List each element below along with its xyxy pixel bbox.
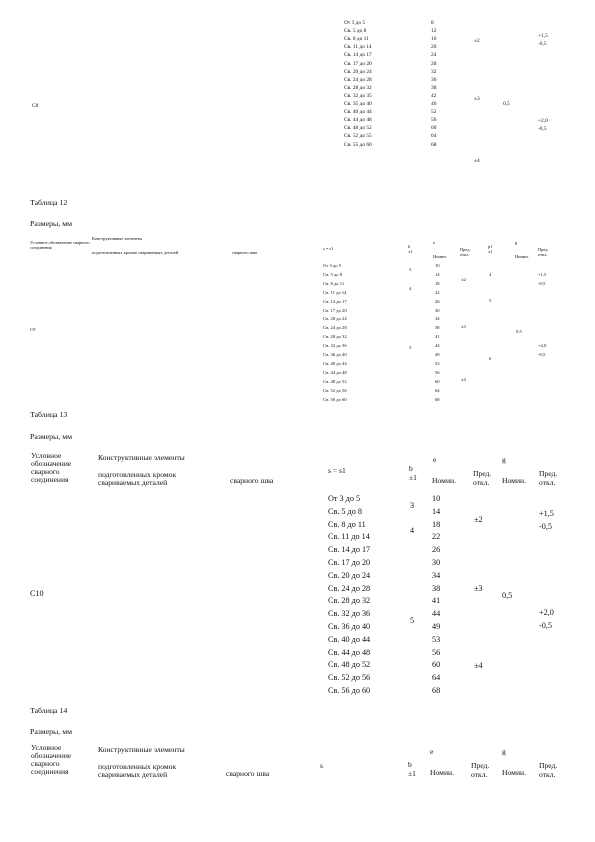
e-nominal-value: 60	[435, 378, 440, 384]
g-tolerance: +1,5 -0,5	[539, 509, 554, 531]
thickness-range: Св. 35 до 40	[344, 101, 372, 107]
thickness-range: От 3 до 5	[344, 20, 366, 26]
p-value: 6	[489, 356, 492, 361]
g-nominal-value: 0,5	[503, 101, 510, 107]
header-weld: сварного шва	[232, 250, 257, 255]
e-nominal-value: 44	[435, 343, 440, 349]
header-structural: Конструктивные элементы	[98, 745, 185, 754]
thickness-range: Св. 52 до 55	[344, 133, 372, 140]
e-nominal-value: 64	[432, 673, 441, 683]
e-tolerance: ±4	[474, 661, 483, 670]
g-tolerance: +1,5 -0,5	[538, 33, 548, 48]
e-nominal-value: 46	[431, 101, 437, 107]
thickness-range: Св. 40 до 44	[344, 109, 372, 116]
e-nominal-value: 64	[431, 133, 437, 140]
thickness-range: От 3 до 5	[328, 494, 361, 503]
thickness-range: Св. 17 до 20	[328, 558, 371, 567]
header-e-nominal: Номин.	[433, 254, 447, 259]
thickness-range: Св. 28 до 32	[344, 84, 372, 91]
e-nominal-value: 60	[432, 660, 441, 670]
thickness-range: Св. 40 до 44	[323, 360, 347, 366]
header-g: g	[502, 455, 506, 464]
thickness-range: Св. 52 до 56	[323, 387, 347, 393]
e-nominal-value: 14	[435, 271, 440, 277]
e-nominal-value: 56	[432, 647, 441, 657]
thickness-range: Св. 17 до 20	[344, 60, 372, 67]
thickness-range: Св. 32 до 36	[323, 343, 347, 349]
thickness-range: Св. 20 до 24	[323, 316, 347, 322]
header-designation: Условное обозначение сварного соединения	[30, 240, 90, 250]
header-prepared-edges: подготовленных кромок свариваемых деталей	[92, 250, 179, 255]
e-nominal-value: 34	[435, 316, 440, 322]
header-g-tolerance: Пред. откл.	[539, 469, 558, 487]
e-nominal-value: 30	[435, 307, 440, 313]
e-nominal-value: 14	[432, 506, 441, 516]
joint-designation: С10	[30, 589, 44, 598]
e-nominal-value: 22	[435, 289, 440, 295]
header-g-tolerance: Пред. откл.	[538, 247, 549, 257]
thickness-range: Св. 24 до 28	[328, 583, 371, 593]
header-g-nominal: Номин.	[502, 476, 526, 485]
thickness-range: Св. 40 до 44	[328, 634, 371, 644]
e-nominal-value: 18	[432, 519, 441, 529]
e-nominal-value: 22	[432, 532, 441, 542]
e-nominal-value: 49	[435, 352, 440, 357]
e-nominal-value: 41	[432, 596, 441, 606]
gap-value: 4	[409, 286, 412, 291]
header-g: g	[502, 747, 506, 756]
e-nominal-value: 28	[431, 60, 437, 67]
gap-value: 5	[410, 616, 415, 625]
header-prepared-edges: подготовленных кромок свариваемых деталей	[98, 762, 177, 779]
e-nominal-value: 44	[432, 609, 441, 619]
e-nominal-value: 26	[432, 545, 441, 555]
header-designation: Условное обозначение сварного соединения	[31, 743, 72, 776]
header-e-tolerance: Пред. откл.	[471, 761, 490, 779]
e-nominal-value: 20	[431, 44, 437, 51]
thickness-range: Св. 5 до 8	[344, 28, 367, 35]
header-e-nominal: Номин.	[430, 768, 454, 777]
e-nominal-value: 68	[432, 686, 441, 695]
header-e-tolerance: Пред. откл.	[473, 469, 492, 487]
e-nominal-value: 68	[435, 396, 440, 402]
e-nominal-value: 53	[432, 634, 441, 644]
thickness-range: Св. 24 до 28	[344, 76, 372, 83]
thickness-range: От 3 до 5	[323, 263, 341, 268]
thickness-range: Св. 8 до 11	[323, 280, 345, 286]
e-nominal-value: 52	[431, 109, 437, 116]
thickness-range: Св. 36 до 40	[323, 352, 347, 357]
table-title: Таблица 12	[30, 198, 68, 207]
units-note: Размеры, мм	[30, 432, 73, 441]
header-weld: сварного шва	[230, 476, 274, 485]
thickness-range: Св. 56 до 60	[328, 686, 371, 695]
header-structural: Конструктивные элементы	[98, 453, 185, 462]
e-nominal-value: 36	[431, 76, 437, 83]
units-note: Размеры, мм	[30, 727, 73, 736]
thickness-range: Св. 20 до 24	[328, 570, 371, 580]
header-e-nominal: Номин.	[432, 476, 456, 485]
e-nominal-value: 10	[435, 263, 440, 268]
e-tolerance: ±2	[461, 277, 466, 282]
e-tolerance: ±2	[474, 38, 480, 44]
g-nominal-value: 0,5	[502, 591, 513, 600]
thickness-range: Св. 28 до 32	[323, 334, 347, 340]
e-nominal-value: 60	[431, 125, 437, 132]
e-nominal-value: 30	[432, 558, 441, 567]
e-nominal-value: 56	[431, 117, 437, 124]
joint-designation: С9	[30, 327, 36, 332]
header-thickness: s = s1	[328, 466, 346, 475]
g-tolerance: +2,0 -0,5	[538, 118, 548, 133]
thickness-range: Св. 24 до 28	[323, 325, 347, 331]
p-value: 5	[489, 298, 492, 303]
gap-value: 3	[409, 267, 412, 272]
thickness-range: Св. 32 до 35	[344, 92, 372, 99]
thickness-range: Св. 44 до 48	[328, 647, 371, 657]
e-nominal-value: 38	[432, 583, 441, 593]
e-nominal-value: 53	[435, 360, 440, 366]
thickness-range: Св. 11 до 14	[344, 44, 372, 51]
header-e: e	[430, 747, 434, 756]
e-nominal-value: 56	[435, 369, 440, 375]
header-gap: b ±1	[408, 760, 416, 778]
thickness-range: Св. 48 до 52	[328, 660, 371, 670]
thickness-range: Св. 14 до 17	[344, 52, 372, 59]
thickness-range: Св. 17 до 20	[323, 307, 347, 313]
header-e-tolerance: Пред. откл.	[460, 247, 471, 257]
header-gap: b ±1	[408, 244, 413, 254]
thickness-range: Св. 44 до 48	[323, 369, 347, 375]
header-thickness: s = s1	[323, 246, 334, 251]
header-structural: Конструктивные элементы	[92, 236, 143, 241]
thickness-range: Св. 8 до 11	[328, 519, 366, 529]
gap-value: 3	[410, 501, 415, 510]
thickness-range: Св. 44 до 48	[344, 117, 372, 124]
p-value: 4	[489, 272, 492, 277]
thickness-range: Св. 52 до 56	[328, 673, 371, 683]
e-nominal-value: 12	[431, 28, 437, 35]
e-nominal-value: 10	[432, 494, 441, 503]
thickness-range: Св. 48 до 52	[323, 378, 347, 384]
thickness-range: Св. 5 до 8	[328, 506, 362, 516]
thickness-range: Св. 11 до 14	[328, 532, 370, 542]
thickness-range: Св. 14 до 17	[323, 298, 347, 304]
e-nominal-value: 49	[432, 622, 441, 631]
e-nominal-value: 68	[431, 141, 437, 148]
header-gap: b ±1	[409, 464, 417, 482]
g-tolerance: +2,0 -0,5	[538, 343, 547, 357]
thickness-range: Св. 55 до 60	[344, 141, 372, 148]
header-thickness: s	[320, 761, 323, 770]
units-note: Размеры, мм	[30, 219, 73, 228]
thickness-range: Св. 32 до 36	[328, 609, 371, 619]
e-tolerance: ±3	[461, 324, 466, 329]
e-nominal-value: 32	[431, 68, 437, 75]
header-prepared-edges: подготовленных кромок свариваемых деталей	[98, 470, 177, 487]
e-nominal-value: 38	[431, 84, 437, 91]
g-tolerance: +1,5 -0,5	[538, 272, 547, 286]
gap-value: 4	[410, 526, 415, 535]
e-tolerance: ±3	[474, 96, 480, 102]
e-nominal-value: 42	[431, 92, 437, 99]
g-nominal-value: 0,5	[516, 329, 522, 334]
header-e: e	[433, 240, 435, 245]
e-nominal-value: 64	[435, 387, 440, 393]
table-title: Таблица 13	[30, 410, 68, 419]
joint-designation: С8	[32, 103, 39, 109]
header-designation: Условное обозначение сварного соединения	[31, 451, 72, 484]
thickness-range: Св. 11 до 14	[323, 289, 347, 295]
thickness-range: Св. 56 до 60	[323, 396, 347, 402]
header-g-nominal: Номин.	[515, 254, 529, 259]
gap-value: 5	[409, 345, 412, 350]
thickness-range: Св. 20 до 24	[344, 68, 372, 75]
e-nominal-value: 41	[435, 334, 440, 340]
header-p: p1 ±1	[488, 244, 493, 254]
e-nominal-value: 8	[431, 20, 434, 26]
header-e: e	[433, 455, 437, 464]
e-nominal-value: 34	[432, 570, 441, 580]
e-nominal-value: 26	[435, 298, 440, 304]
e-nominal-value: 16	[431, 36, 437, 43]
table-title: Таблица 14	[30, 706, 68, 715]
header-g-tolerance: Пред. откл.	[539, 761, 558, 779]
e-tolerance: ±4	[474, 158, 480, 164]
thickness-range: Св. 48 до 52	[344, 125, 372, 132]
thickness-range: Св. 8 до 11	[344, 36, 369, 43]
e-tolerance: ±3	[474, 584, 483, 593]
g-tolerance: +2,0 -0,5	[539, 608, 554, 630]
header-g: g	[515, 240, 518, 245]
thickness-range: Св. 36 до 40	[328, 622, 371, 631]
e-tolerance: ±2	[474, 515, 483, 524]
e-nominal-value: 18	[435, 280, 440, 286]
e-tolerance: ±4	[461, 377, 466, 382]
thickness-range: Св. 28 до 32	[328, 596, 371, 606]
thickness-range: Св. 5 до 8	[323, 271, 343, 277]
e-nominal-value: 24	[431, 52, 437, 59]
thickness-range: Св. 14 до 17	[328, 545, 371, 555]
header-g-nominal: Номин.	[502, 768, 526, 777]
e-nominal-value: 38	[435, 325, 440, 331]
header-weld: сварного шва	[226, 769, 270, 778]
